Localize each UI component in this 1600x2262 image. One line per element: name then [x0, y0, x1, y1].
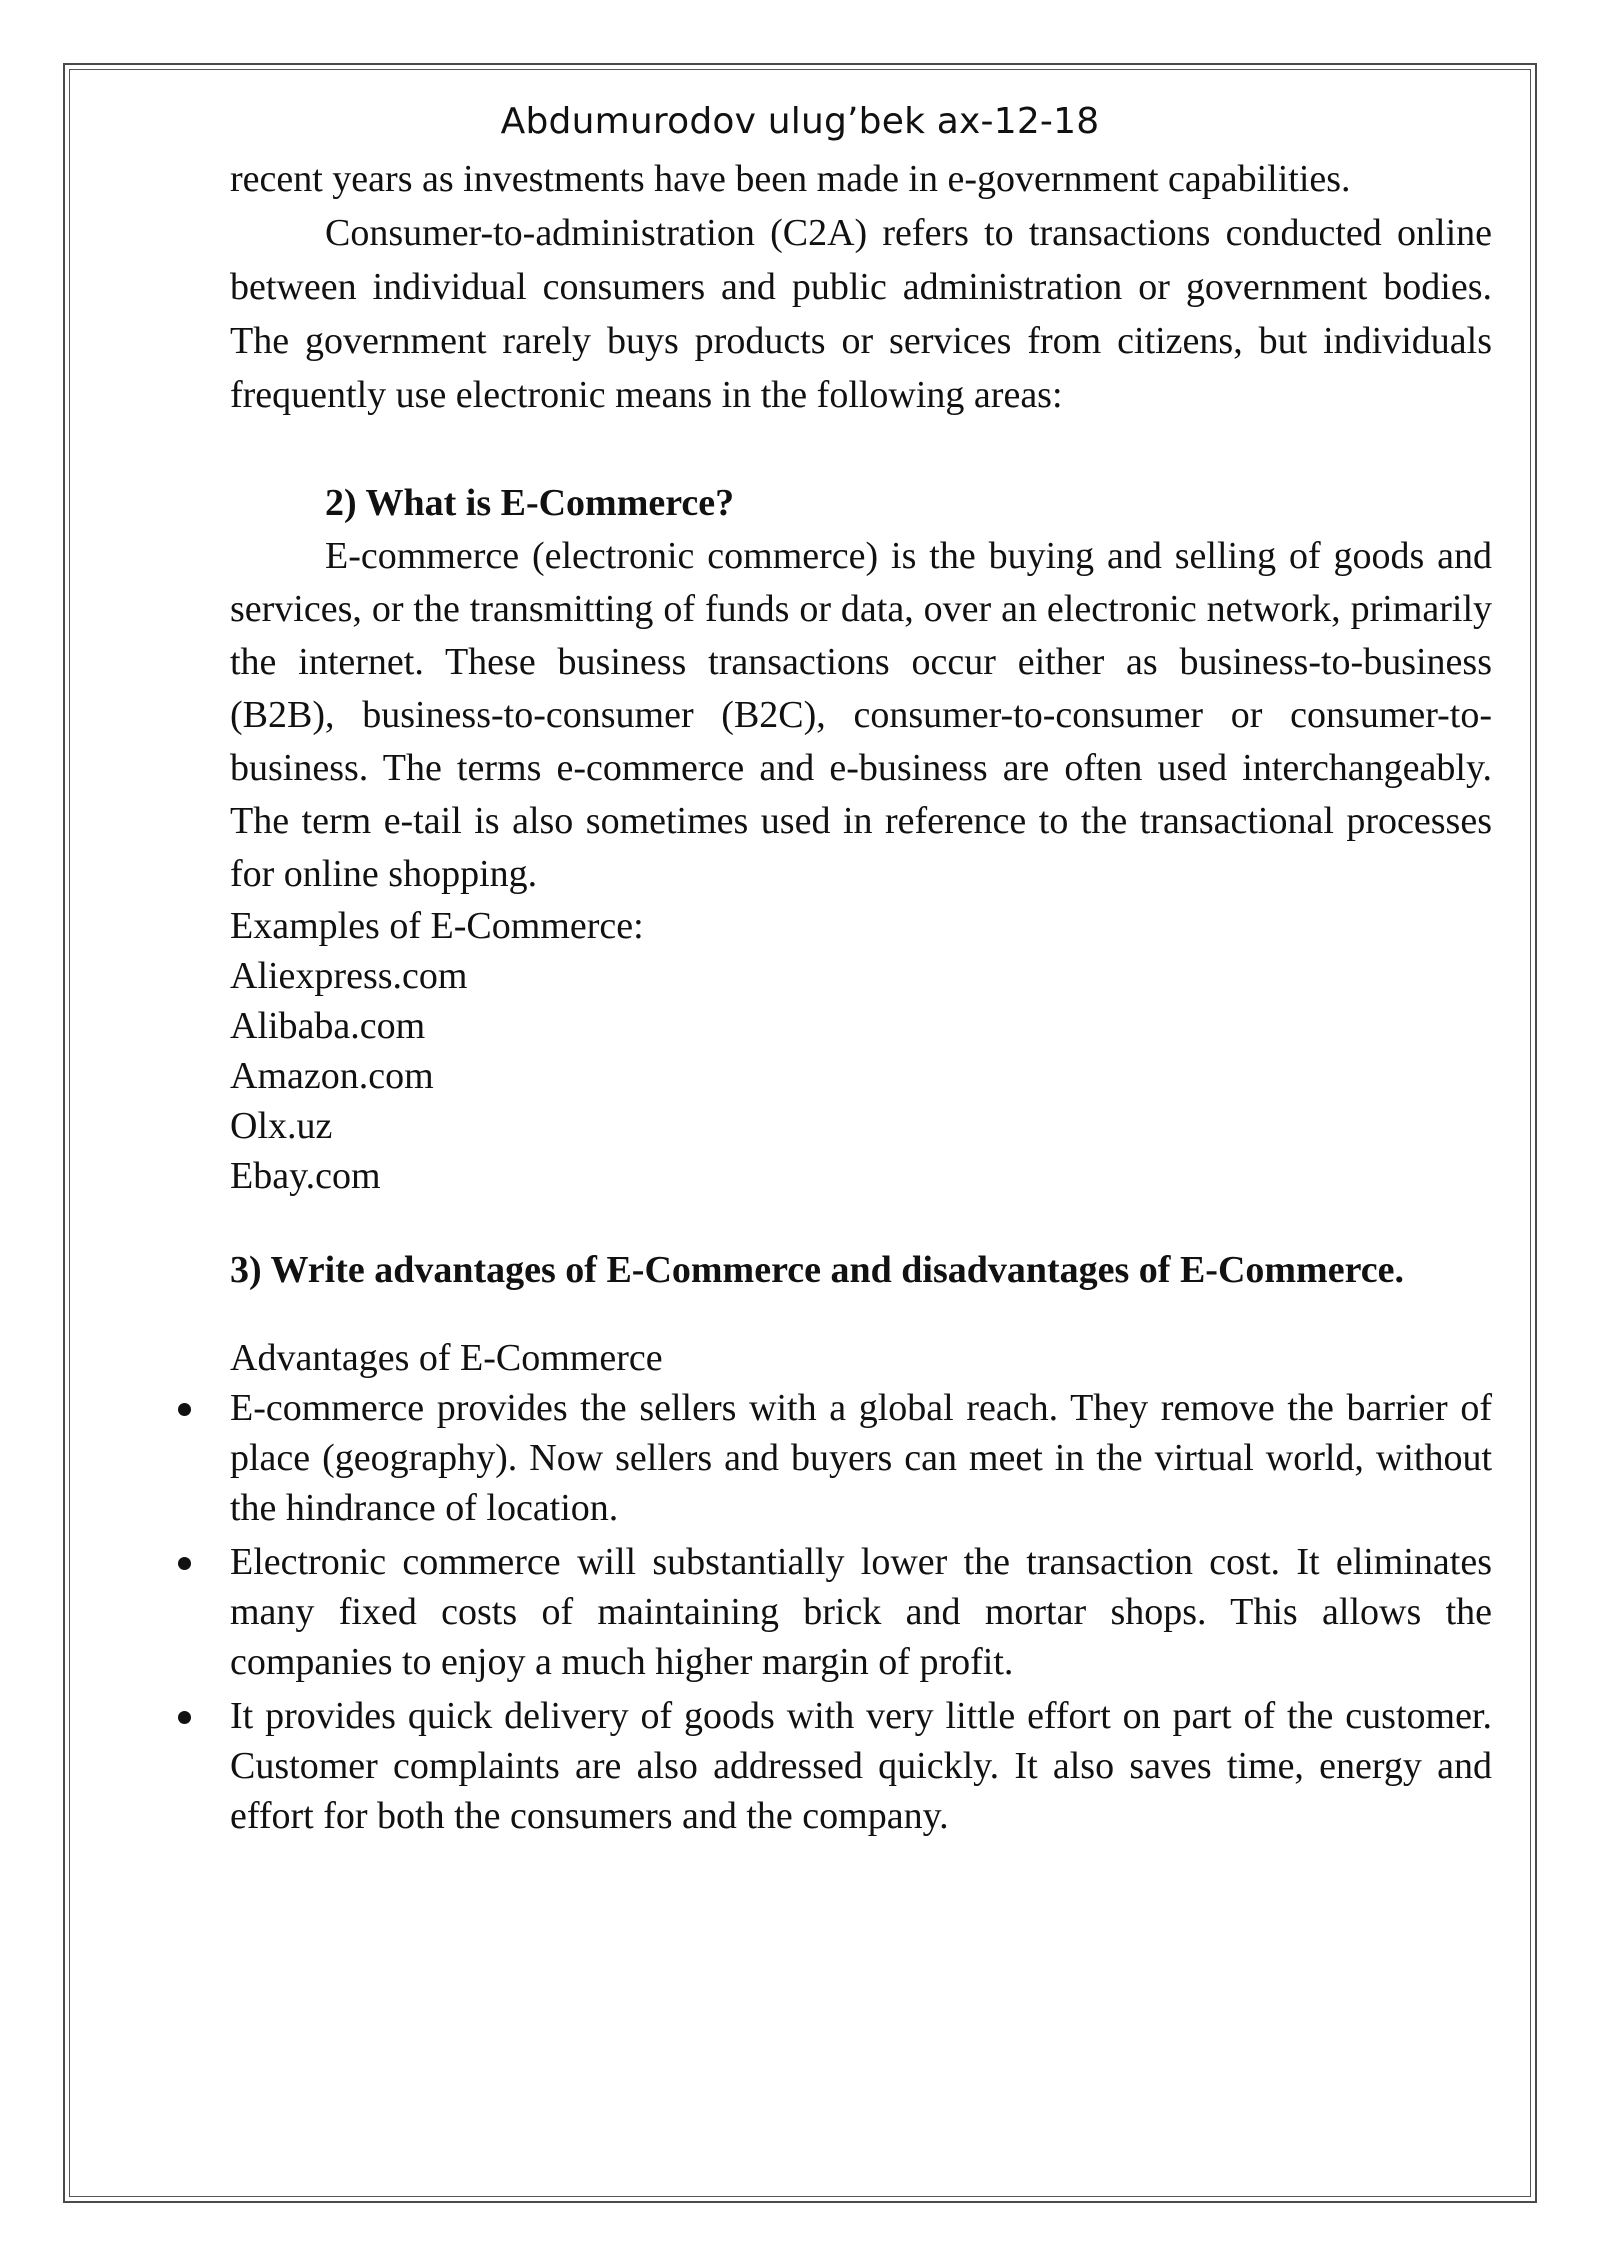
- q3-heading: 3) Write advantages of E-Commerce and disadvantages of E-Commerce.: [230, 1249, 1404, 1291]
- advantage-text: E-commerce provides the sellers with a global reach. They remove the barrier of place (geography). Now sellers and buyers can meet in the virtual world, without the hindrance of location.: [230, 1387, 1492, 1529]
- bullet-icon: [178, 1403, 191, 1416]
- q2-heading: 2) What is E-Commerce?: [325, 482, 735, 524]
- advantage-item: [230, 1383, 1492, 1533]
- example-item: Olx.uz: [230, 1105, 333, 1147]
- advantage-item: [230, 1537, 1492, 1687]
- example-item: Alibaba.com: [230, 1005, 426, 1047]
- page-header-author: Abdumurodov ulug’bek ax-12-18: [500, 101, 1100, 142]
- example-item: Aliexpress.com: [230, 955, 468, 997]
- bullet-icon: [178, 1557, 191, 1570]
- bullet-icon: [178, 1711, 191, 1724]
- advantage-text: It provides quick delivery of goods with very little effort on part of the customer. Customer complaints are also addressed quickly. It also saves time, energy and effort for both the consumers and the company.: [230, 1695, 1492, 1837]
- example-item: Ebay.com: [230, 1155, 381, 1197]
- examples-block: [230, 901, 1492, 1201]
- document-body: [230, 152, 1492, 1845]
- q2-paragraph: E-commerce (electronic commerce) is the buying and selling of goods and services, or the transmitting of funds or data, over an electronic network, primarily the internet. These business transactions occur either as business-to-business (B2B), business-to-consumer (B2C), consumer-to-consumer or consumer-to-business. The terms e-commerce and e-business are often used interchangeably. The term e-tail is also sometimes used in reference to the transactional processes for online shopping.: [230, 535, 1492, 895]
- advantage-text: Electronic commerce will substantially lower the transaction cost. It eliminates many fixed costs of maintaining brick and mortar shops. This allows the companies to enjoy a much higher margin of profit.: [230, 1541, 1492, 1683]
- advantages-list: [230, 1383, 1492, 1841]
- intro-continuation-paragraph: recent years as investments have been made in e-government capabilities.: [230, 158, 1351, 200]
- example-item: Amazon.com: [230, 1055, 434, 1097]
- c2a-paragraph: Consumer-to-administration (C2A) refers to transactions conducted online between individual consumers and public administration or government bodies. The government rarely buys products or services from citizens, but individuals frequently use electronic means in the following areas:: [230, 212, 1492, 416]
- advantage-item: [230, 1691, 1492, 1841]
- examples-title: Examples of E-Commerce:: [230, 905, 644, 947]
- advantages-title: Advantages of E-Commerce: [230, 1337, 663, 1379]
